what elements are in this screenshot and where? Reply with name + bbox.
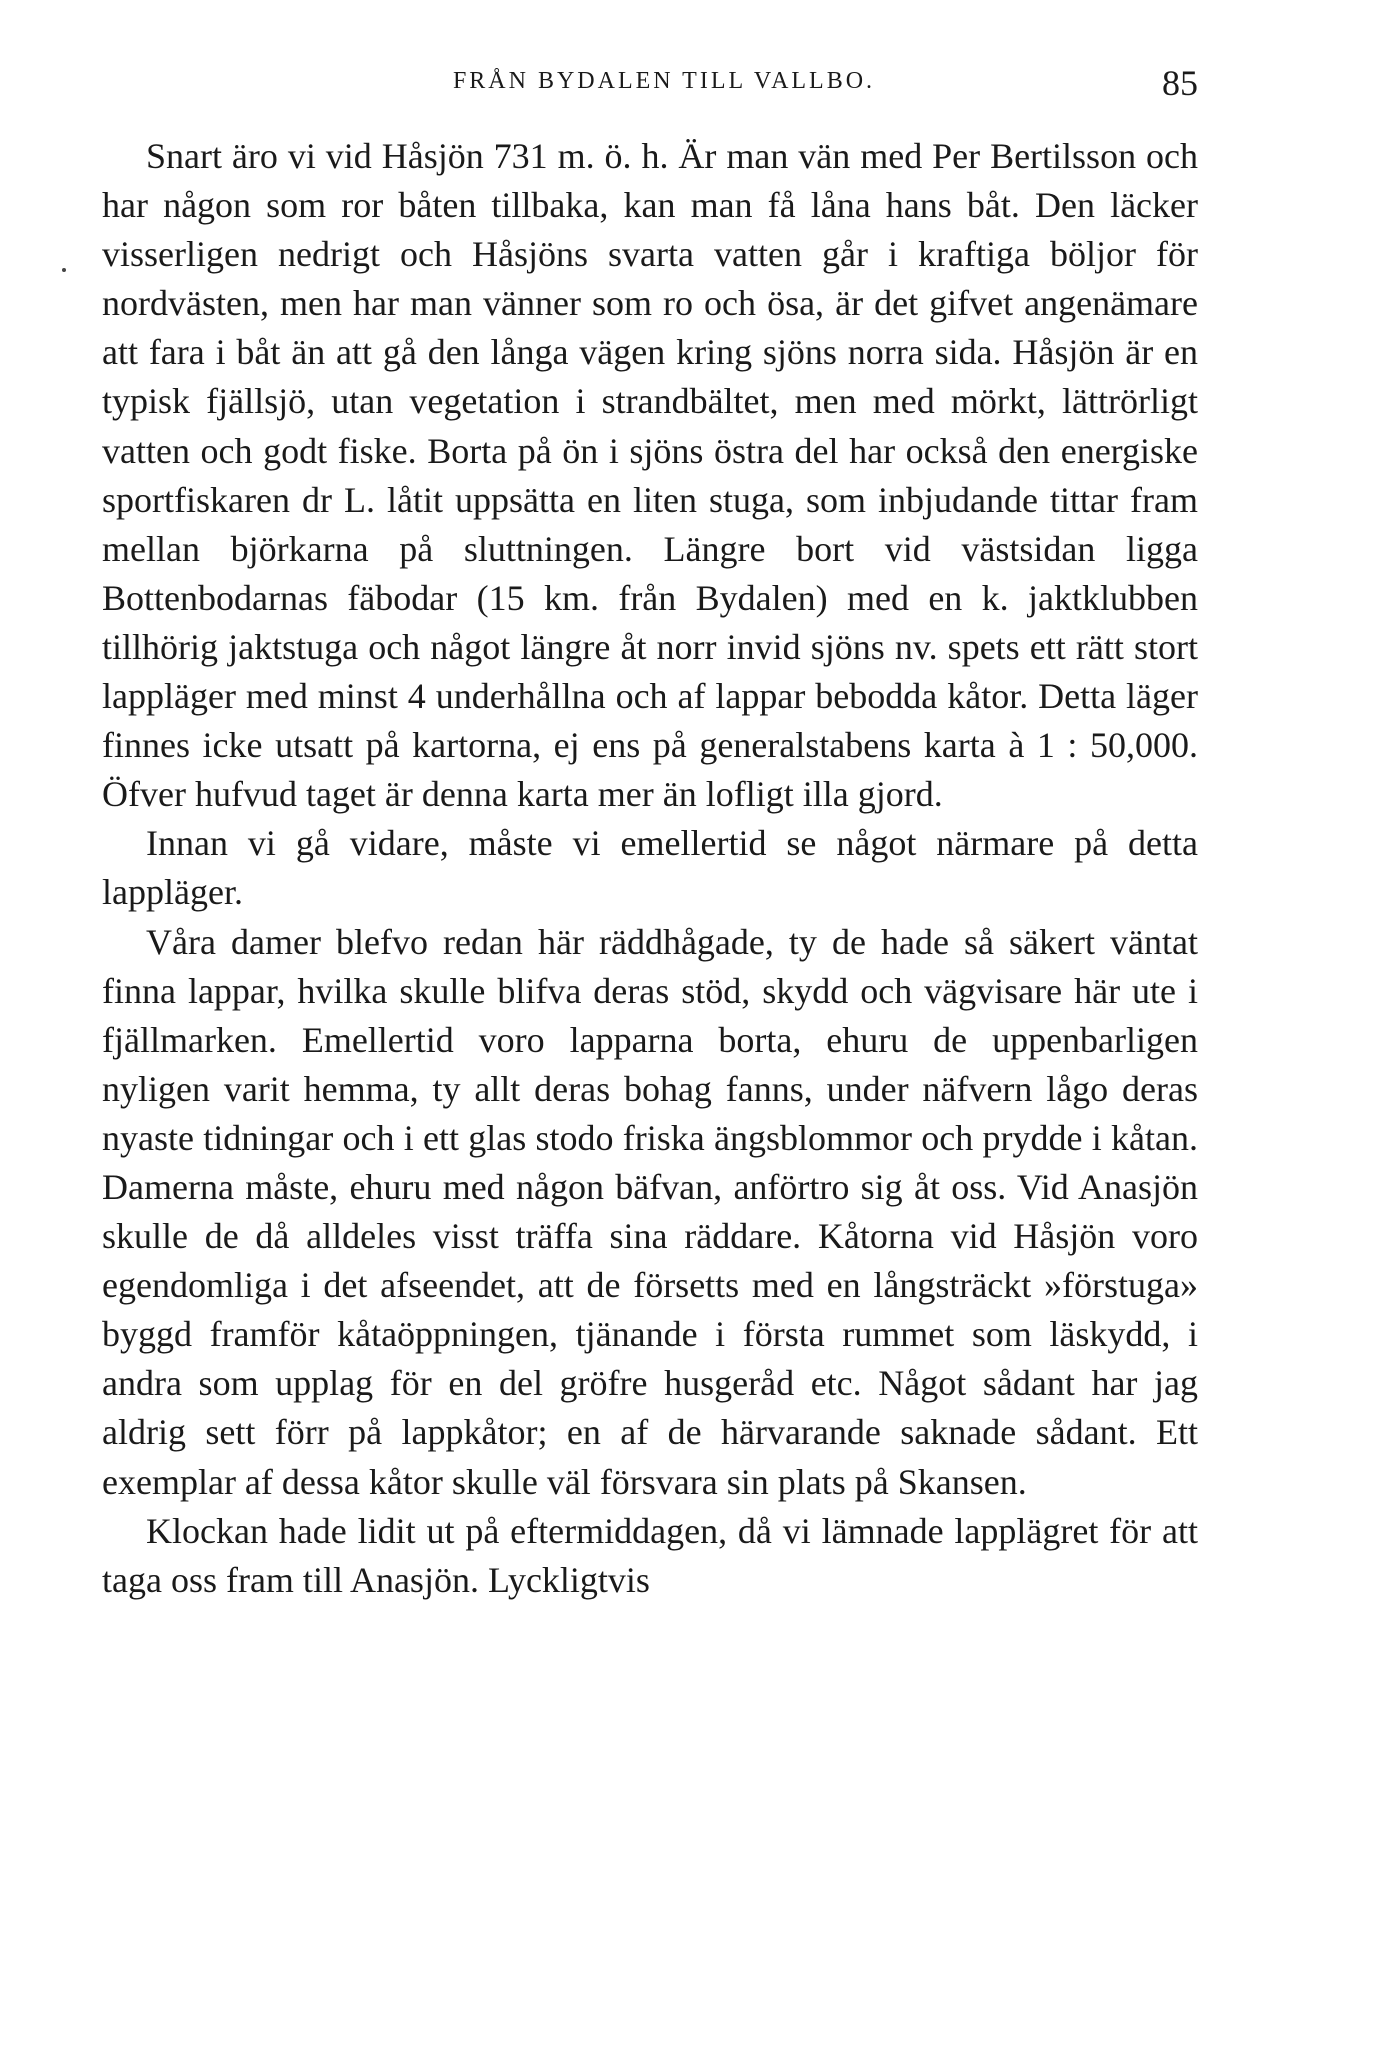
- running-head: [100, 62, 1198, 102]
- body-text: [102, 132, 1198, 1605]
- running-title: FRÅN BYDALEN TILL VALLBO.: [452, 68, 876, 94]
- page-number: 85: [1162, 63, 1198, 103]
- paragraph-lappläger: Innan vi gå vidare, måste vi emellertid se något närmare på detta lappläger.: [102, 823, 1198, 913]
- margin-speck: [62, 268, 66, 272]
- paragraph-damer: Våra damer blefvo redan här räddhågade, ty de hade så säkert väntat finna lappar, hvilka skulle blifva deras stöd, skydd och vägvisare här ute i fjällmarken. Emellertid voro lapparna borta, ehuru de uppenbarligen nyligen varit hemma, ty allt deras bohag fanns, under näfvern lågo deras nyaste tidningar och i ett glas stodo friska ängsblommor och prydde i kåtan. Damerna måste, ehuru med någon bäfvan, anförtro sig åt oss. Vid Anasjön skulle de då alldeles visst träffa sina räddare. Kåtorna vid Håsjön voro egendomliga i det afseendet, att de försetts med en långsträckt »förstuga» byggd framför kåtaöppningen, tjänande i första rummet som läskydd, i andra som upplag för en del gröfre husgeråd etc. Något sådant har jag aldrig sett förr på lappkåtor; en af de härvarande saknade sådant. Ett exemplar af dessa kåtor skulle väl försvara sin plats på Skansen.: [102, 921, 1198, 1502]
- paragraph-klockan: Klockan hade lidit ut på eftermiddagen, då vi lämnade lapplägret för att taga oss fram till Anasjön. Lyckligtvis: [102, 1510, 1198, 1600]
- paragraph-hasjon: Snart äro vi vid Håsjön 731 m. ö. h. Är man vän med Per Bertilsson och har någon som ror båten tillbaka, kan man få låna hans båt. Den läcker visserligen nedrigt och Håsjöns svarta vatten går i kraftiga böljor för nordvästen, men har man vänner som ro och ösa, är det gifvet angenämare att fara i båt än att gå den långa vägen kring sjöns norra sida. Håsjön är en typisk fjällsjö, utan vegetation i strandbältet, men med mörkt, lättrörligt vatten och godt fiske. Borta på ön i sjöns östra del har också den energiske sportfiskaren dr L. låtit uppsätta en liten stuga, som inbjudande tittar fram mellan björkarna på sluttningen. Längre bort vid västsidan ligga Bottenbodarnas fäbodar (15 km. från Bydalen) med en k. jaktklubben tillhörig jaktstuga och något längre åt norr invid sjöns nv. spets ett rätt stort lappläger med minst 4 underhållna och af lappar bebodda kåtor. Detta läger finnes icke utsatt på kartorna, ej ens på generalstabens karta à 1 : 50,000. Öfver hufvud taget är denna karta mer än lofligt illa gjord.: [102, 136, 1198, 815]
